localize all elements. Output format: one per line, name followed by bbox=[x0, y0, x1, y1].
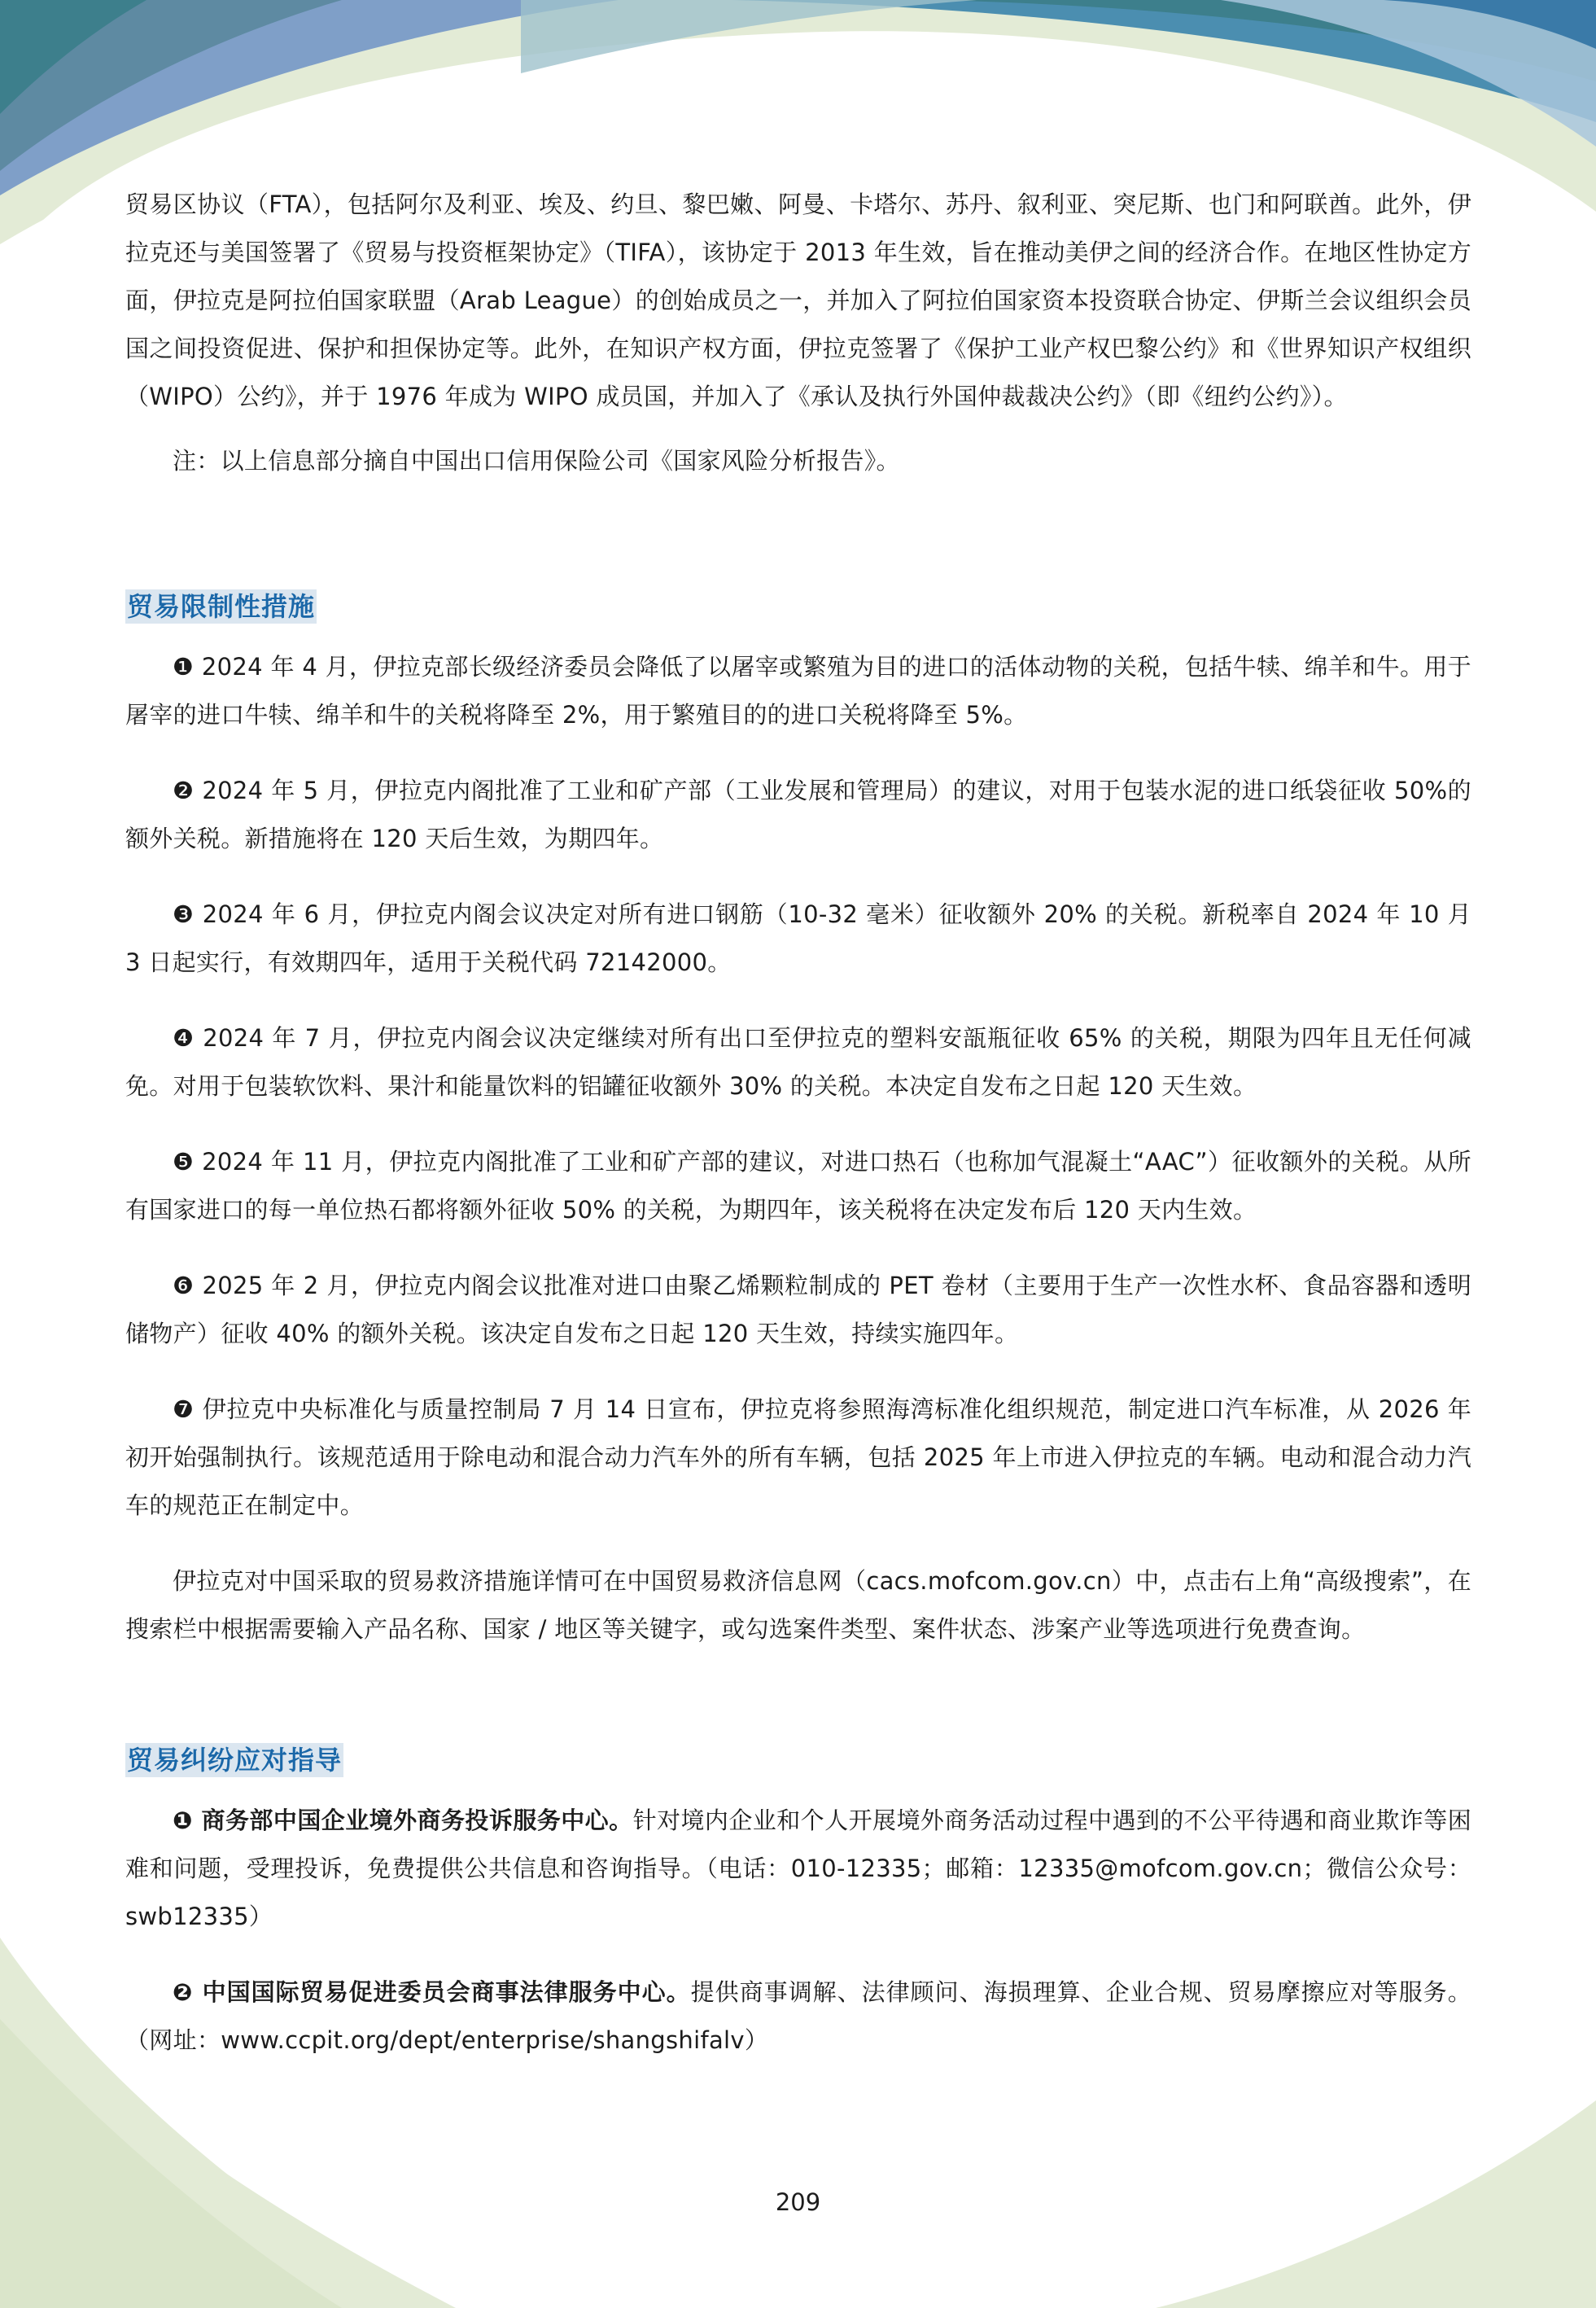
number-marker: ❹ bbox=[173, 1024, 195, 1052]
number-marker: ❷ bbox=[173, 777, 195, 804]
intro-paragraph: 贸易区协议（FTA），包括阿尔及利亚、埃及、约旦、黎巴嫩、阿曼、卡塔尔、苏丹、叙利亚、突尼斯、也门和阿联酋。此外，伊拉克还与美国签署了《贸易与投资框架协定》（TIFA），该协定于 2013 年生效，旨在推动美伊之间的经济合作。在地区性协定方面，伊拉克是阿拉伯国家联盟（Arab League）的创始成员之一，并加入了阿拉伯国家资本投资联合协定、伊斯兰会议组织会员国之间投资促进、保护和担保协定等。此外，在知识产权方面，伊拉克签署了《保护工业产权巴黎公约》和《世界知识产权组织（WIPO）公约》，并于 1976 年成为 WIPO 成员国，并加入了《承认及执行外国仲裁裁决公约》（即《纽约公约》）。 bbox=[125, 191, 1471, 410]
number-marker: ❼ bbox=[173, 1395, 195, 1423]
number-marker: ❻ bbox=[173, 1272, 195, 1299]
restriction-item: ❸ 2024 年 6 月，伊拉克内阁会议决定对所有进口钢筋（10-32 毫米）征收额外 20% 的关税。新税率自 2024 年 10 月 3 日起实行，有效期四年，适用于关税代码 72142000。 bbox=[125, 900, 1471, 976]
dispute-item: ❶ 商务部中国企业境外商务投诉服务中心。针对境内企业和个人开展境外商务活动过程中遇到的不公平待遇和商业欺诈等困难和问题，受理投诉，免费提供公共信息和咨询指导。（电话：010-12335；邮箱：12335@mofcom.gov.cn；微信公众号：swb12335） bbox=[125, 1807, 1471, 1930]
number-marker: ❺ bbox=[173, 1148, 195, 1176]
restriction-item: ❹ 2024 年 7 月，伊拉克内阁会议决定继续对所有出口至伊拉克的塑料安瓿瓶征收 65% 的关税，期限为四年且无任何减免。对用于包装软饮料、果汁和能量饮料的铝罐征收额外 30% 的关税。本决定自发布之日起 120 天生效。 bbox=[125, 1024, 1471, 1100]
page-number: 209 bbox=[775, 2188, 821, 2216]
section-heading-disputes: 贸易纠纷应对指导 bbox=[127, 1745, 343, 1776]
dispute-item: ❷ 中国国际贸易促进委员会商事法律服务中心。提供商事调解、法律顾问、海损理算、企业合规、贸易摩擦应对等服务。（网址：www.ccpit.org/dept/enterprise/shangshifalv） bbox=[125, 1978, 1471, 2054]
restriction-item: ❼ 伊拉克中央标准化与质量控制局 7 月 14 日宣布，伊拉克将参照海湾标准化组织规范，制定进口汽车标准，从 2026 年初开始强制执行。该规范适用于除电动和混合动力汽车外的所有车辆，包括 2025 年上市进入伊拉克的车辆。电动和混合动力汽车的规范正在制定中。 bbox=[125, 1395, 1471, 1519]
page-content bbox=[125, 181, 1471, 2065]
trade-remedy-paragraph: 伊拉克对中国采取的贸易救济措施详情可在中国贸易救济信息网（cacs.mofcom.gov.cn）中，点击右上角“高级搜索”，在搜索栏中根据需要输入产品名称、国家 / 地区等关键字，或勾选案件类型、案件状态、涉案产业等选项进行免费查询。 bbox=[125, 1567, 1471, 1643]
dispute-item-title: 商务部中国企业境外商务投诉服务中心。 bbox=[193, 1807, 633, 1834]
section-heading-restrictions: 贸易限制性措施 bbox=[127, 591, 316, 622]
source-note: 注：以上信息部分摘自中国出口信用保险公司《国家风险分析报告》。 bbox=[173, 447, 900, 475]
restriction-item: ❻ 2025 年 2 月，伊拉克内阁会议批准对进口由聚乙烯颗粒制成的 PET 卷材（主要用于生产一次性水杯、食品容器和透明储物产）征收 40% 的额外关税。该决定自发布之日起 120 天生效，持续实施四年。 bbox=[125, 1272, 1471, 1347]
restriction-item: ❺ 2024 年 11 月，伊拉克内阁批准了工业和矿产部的建议，对进口热石（也称加气混凝土“AAC”）征收额外的关税。从所有国家进口的每一单位热石都将额外征收 50% 的关税，为期四年，该关税将在决定发布后 120 天内生效。 bbox=[125, 1148, 1471, 1224]
restriction-item: ❶ 2024 年 4 月，伊拉克部长级经济委员会降低了以屠宰或繁殖为目的进口的活体动物的关税，包括牛犊、绵羊和牛。用于屠宰的进口牛犊、绵羊和牛的关税将降至 2%，用于繁殖目的的进口关税将降至 5%。 bbox=[125, 653, 1471, 729]
number-marker: ❷ bbox=[173, 1978, 194, 2006]
number-marker: ❸ bbox=[173, 900, 195, 928]
number-marker: ❶ bbox=[173, 653, 195, 681]
dispute-item-title: 中国国际贸易促进委员会商事法律服务中心。 bbox=[193, 1978, 691, 2006]
restriction-item: ❷ 2024 年 5 月，伊拉克内阁批准了工业和矿产部（工业发展和管理局）的建议，对用于包装水泥的进口纸袋征收 50%的额外关税。新措施将在 120 天后生效，为期四年。 bbox=[125, 777, 1471, 852]
number-marker: ❶ bbox=[173, 1807, 193, 1834]
